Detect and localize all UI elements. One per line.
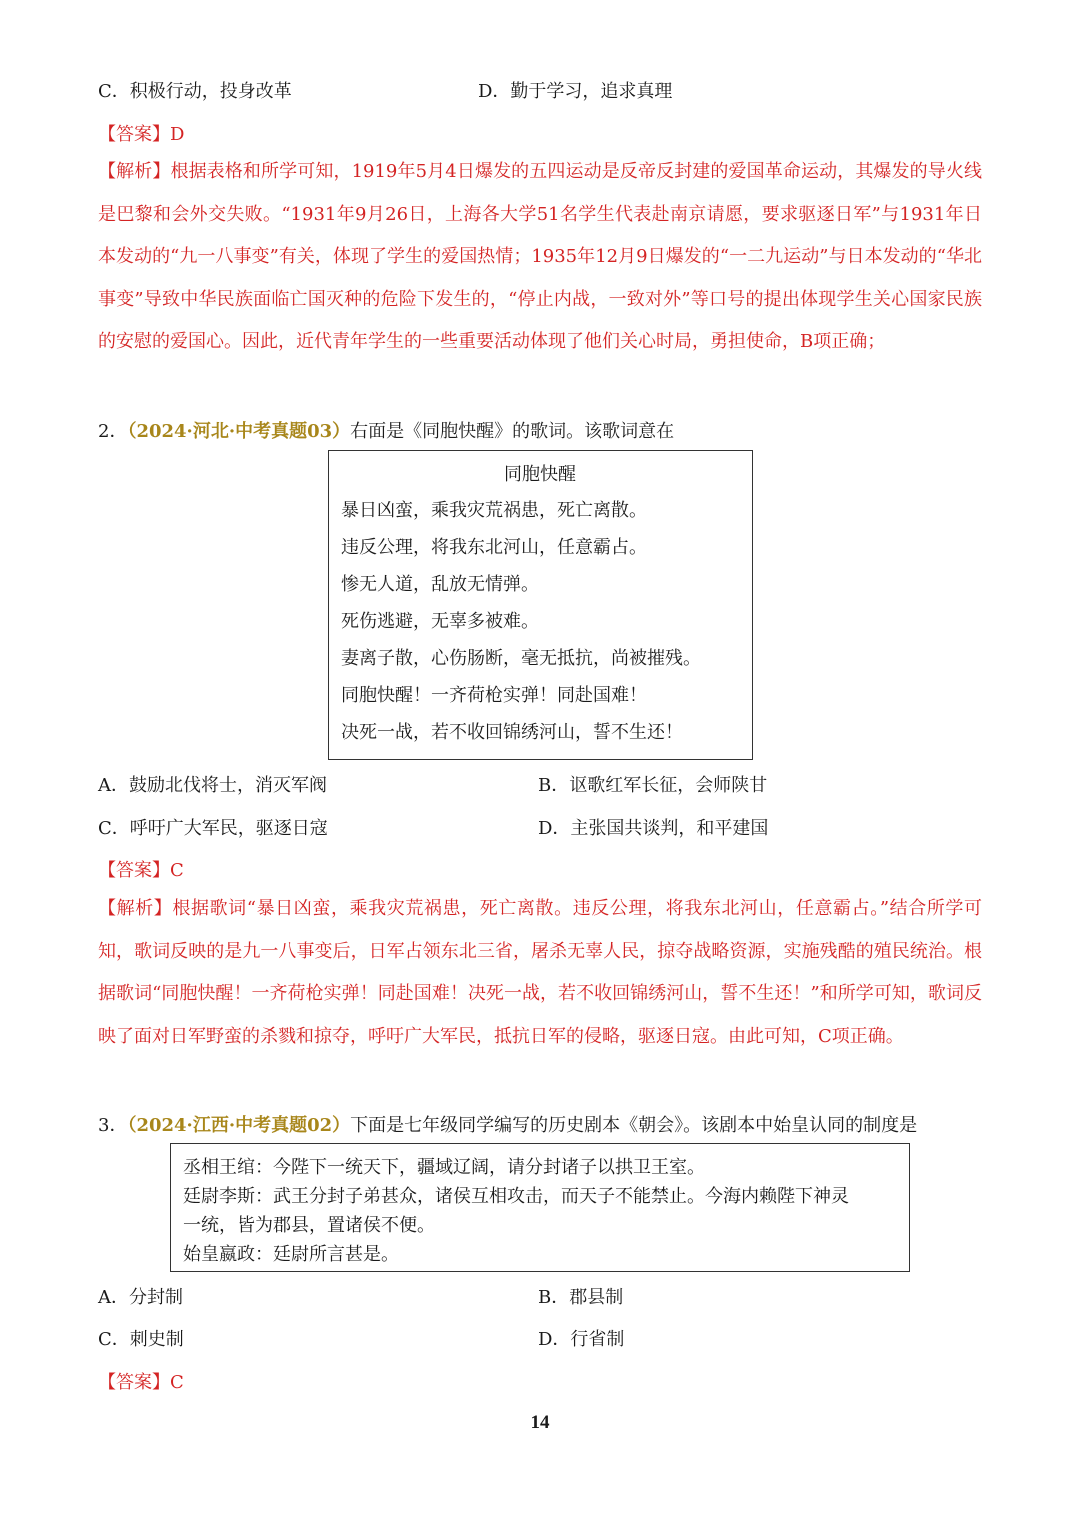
q2-option-b: B．讴歌红军长征，会师陕甘 — [538, 775, 768, 796]
drama-line: 一统，皆为郡县，置诸侯不便。 — [183, 1215, 435, 1236]
poem-line: 同胞快醒！一齐荷枪实弹！同赴国难！ — [341, 685, 647, 706]
poem-title: 同胞快醒 — [504, 464, 576, 485]
poem-line: 违反公理，将我东北河山，任意霸占。 — [341, 537, 647, 558]
analysis-label: 【解析】 — [98, 161, 171, 182]
q2-stem: 右面是《同胞快醒》的歌词。该歌词意在 — [350, 421, 675, 442]
q1-option-d: D．勤于学习，追求真理 — [478, 81, 673, 102]
drama-line: 廷尉李斯：武王分封子弟甚众，诸侯互相攻击，而天子不能禁止。今海内赖陛下神灵 — [183, 1186, 849, 1207]
q1-analysis: 【解析】根据表格和所学可知，1919年5月4日爆发的五四运动是反帝反封建的爱国革命运动，其爆发的导火线是巴黎和会外交失败。“1931年9月26日，上海各大学51名学生代表赴南京请愿，要求驱逐日军”与1931年日本发动的“九一八事变”有关，体现了学生的爱国热情；1935年12月9日爆发的“一二九运动”与日本发动的“华北事变”导致中华民族面临亡国灭种的危险下发生的，“停止内战，一致对外”等口号的提出体现学生关心国家民族的安慰的爱国心。因此，近代青年学生的一些重要活动体现了他们关心时局，勇担使命，B项正确； — [98, 161, 982, 352]
q1-option-c: C．积极行动，投身改革 — [98, 81, 292, 102]
q3-option-c: C．刺史制 — [98, 1329, 184, 1350]
poem-line: 暴日凶蛮，乘我灾荒祸患，死亡离散。 — [341, 500, 647, 521]
q3-option-d: D．行省制 — [538, 1329, 625, 1350]
q2-header — [98, 417, 674, 443]
q3-answer: 【答案】C — [98, 1372, 184, 1393]
q3-source: （2024·江西·中考真题02） — [127, 1115, 351, 1136]
q3-option-b: B．郡县制 — [538, 1287, 624, 1308]
poem-line: 惨无人道，乱放无情弹。 — [341, 574, 539, 595]
q2-option-c: C．呼吁广大军民，驱逐日寇 — [98, 818, 328, 839]
q2-option-d: D．主张国共谈判，和平建国 — [538, 818, 769, 839]
q2-answer: 【答案】C — [98, 860, 184, 881]
q3-stem: 下面是七年级同学编写的历史剧本《朝会》。该剧本中始皇认同的制度是 — [350, 1115, 918, 1136]
drama-line: 始皇嬴政：廷尉所言甚是。 — [183, 1244, 399, 1265]
q2-analysis: 【解析】根据歌词“暴日凶蛮，乘我灾荒祸患，死亡离散。违反公理，将我东北河山，任意霸占。”结合所学可知，歌词反映的是九一八事变后，日军占领东北三省，屠杀无辜人民，掠夺战略资源，实施残酷的殖民统治。根据歌词“同胞快醒！一齐荷枪实弹！同赴国难！决死一战，若不收回锦绣河山，誓不生还！”和所学可知，歌词反映了面对日军野蛮的杀戮和掠夺，呼吁广大军民，抵抗日军的侵略，驱逐日寇。由此可知，C项正确。 — [98, 898, 983, 1047]
q3-number: 3． — [98, 1115, 128, 1136]
poem-box — [328, 450, 753, 760]
poem-line: 决死一战，若不收回锦绣河山，誓不生还！ — [341, 722, 683, 743]
q2-option-a: A．鼓励北伐将士，消灭军阀 — [98, 775, 327, 796]
poem-line: 死伤逃避，无辜多被难。 — [341, 611, 539, 632]
drama-line: 丞相王绾：今陛下一统天下，疆域辽阔，请分封诸子以拱卫王室。 — [183, 1157, 705, 1178]
q2-number: 2． — [98, 421, 128, 442]
q3-option-a: A．分封制 — [98, 1287, 183, 1308]
drama-box — [170, 1143, 910, 1272]
poem-line: 妻离子散，心伤肠断，毫无抵抗，尚被摧残。 — [341, 648, 701, 669]
analysis-label: 【解析】 — [98, 898, 173, 919]
q1-answer: 【答案】D — [98, 124, 185, 145]
q3-header — [98, 1111, 917, 1137]
q2-source: （2024·河北·中考真题03） — [127, 421, 351, 442]
page-number: 14 — [530, 1412, 550, 1433]
